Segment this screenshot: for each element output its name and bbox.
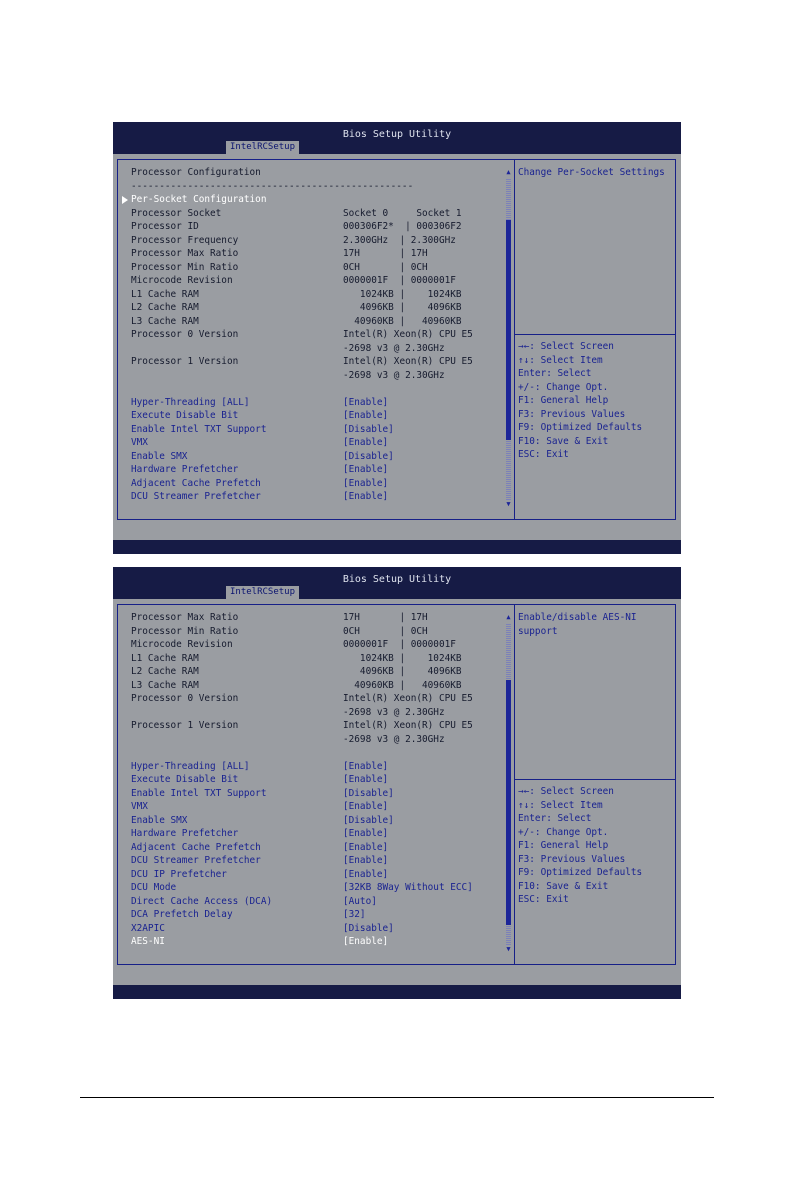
setting-value: 17H | 17H xyxy=(343,248,428,259)
info-row xyxy=(131,220,462,234)
bios-title-bar xyxy=(113,573,681,599)
setting-label: Processor Max Ratio xyxy=(131,612,239,623)
setting-label: Processor Configuration xyxy=(131,167,261,178)
key-legend-line: →←: Select Screen xyxy=(518,786,614,797)
info-row xyxy=(131,234,456,248)
setting-label: Direct Cache Access (DCA) xyxy=(131,895,273,907)
setting-label: L2 Cache RAM xyxy=(131,302,199,313)
bios-frame xyxy=(117,604,676,965)
setting-label: Per-Socket Configuration xyxy=(131,194,267,205)
setting-value: 0CH | 0CH xyxy=(343,625,428,637)
info-row xyxy=(131,261,428,275)
setting-row[interactable] xyxy=(131,814,394,828)
setting-label: X2APIC xyxy=(131,922,165,934)
scroll-down-arrow-icon[interactable]: ▼ xyxy=(506,945,511,953)
info-row xyxy=(131,355,473,369)
key-legend-line: F3: Previous Values xyxy=(518,853,626,865)
key-legend-line: F1: General Help xyxy=(518,840,609,851)
help-line: Enable/disable AES-NI xyxy=(518,612,637,623)
setting-label: DCU Streamer Prefetcher xyxy=(131,855,261,866)
setting-row[interactable] xyxy=(131,787,394,801)
setting-row[interactable] xyxy=(131,881,473,895)
setting-row[interactable] xyxy=(131,463,389,477)
setting-value: [Enable] xyxy=(343,828,389,839)
info-row xyxy=(131,719,473,733)
setting-label: Enable SMX xyxy=(131,814,188,826)
setting-row[interactable] xyxy=(131,854,389,868)
setting-value: [Enable] xyxy=(343,410,389,421)
bios-screen-2 xyxy=(113,567,681,999)
setting-label: Processor 1 Version xyxy=(131,720,239,731)
info-row xyxy=(131,315,462,329)
key-legend-line: ↑↓: Select Item xyxy=(518,354,603,366)
setting-value: 40960KB | 40960KB xyxy=(343,315,462,327)
key-legend-line: F3: Previous Values xyxy=(518,408,626,420)
info-row xyxy=(131,301,462,315)
setting-label: Adjacent Cache Prefetch xyxy=(131,841,261,853)
setting-value: [Enable] xyxy=(343,760,389,772)
setting-label: -------------------------------------------------- xyxy=(131,180,414,192)
setting-label: Microcode Revision xyxy=(131,639,233,650)
info-row xyxy=(131,180,413,194)
setting-value: -2698 v3 @ 2.30GHz xyxy=(343,342,445,354)
info-row xyxy=(131,625,428,639)
bios-title-bar xyxy=(113,128,681,154)
setting-value: [Enable] xyxy=(343,868,389,880)
setting-label: DCU Mode xyxy=(131,882,177,893)
setting-row[interactable] xyxy=(131,773,389,787)
scrollbar-thumb[interactable] xyxy=(506,220,511,440)
setting-label: Processor 1 Version xyxy=(131,356,239,367)
setting-value: [Disable] xyxy=(343,814,394,826)
setting-value: 000306F2* | 000306F2 xyxy=(343,221,462,232)
setting-row[interactable] xyxy=(131,423,394,437)
setting-row[interactable] xyxy=(131,935,389,949)
key-legend-line: F9: Optimized Defaults xyxy=(518,422,643,433)
key-legend-line: ESC: Exit xyxy=(518,894,569,905)
setting-row[interactable] xyxy=(131,409,389,423)
setting-value: [Enable] xyxy=(343,477,389,489)
setting-label: Execute Disable Bit xyxy=(131,410,239,421)
setting-label: Processor 0 Version xyxy=(131,693,239,704)
setting-value: [Disable] xyxy=(343,423,394,435)
setting-row[interactable] xyxy=(131,841,389,855)
setting-label: L3 Cache RAM xyxy=(131,679,199,691)
info-row xyxy=(131,679,462,693)
setting-label: Processor Min Ratio xyxy=(131,261,239,273)
info-row xyxy=(131,166,261,180)
info-row xyxy=(131,288,462,302)
setting-label: Processor 0 Version xyxy=(131,329,239,340)
setting-label: Adjacent Cache Prefetch xyxy=(131,477,261,489)
help-line: support xyxy=(518,625,558,637)
setting-value: -2698 v3 @ 2.30GHz xyxy=(343,706,445,718)
setting-value: [Auto] xyxy=(343,895,377,907)
help-divider xyxy=(515,334,675,335)
setting-value: -2698 v3 @ 2.30GHz xyxy=(343,369,445,381)
setting-row[interactable] xyxy=(131,800,389,814)
setting-label: DCU IP Prefetcher xyxy=(131,868,227,880)
info-row xyxy=(131,665,462,679)
key-legend-line: Enter: Select xyxy=(518,368,592,379)
setting-value: -2698 v3 @ 2.30GHz xyxy=(343,733,445,745)
help-line: Change Per-Socket Settings xyxy=(518,167,665,178)
info-row xyxy=(131,652,462,666)
info-row xyxy=(131,207,462,221)
setting-label: Hyper-Threading [ALL] xyxy=(131,396,250,408)
setting-row[interactable] xyxy=(131,760,389,774)
setting-value: Socket 0 Socket 1 xyxy=(343,207,462,219)
setting-row[interactable] xyxy=(131,450,394,464)
setting-label: Hardware Prefetcher xyxy=(131,828,239,839)
setting-label: Processor ID xyxy=(131,221,199,232)
bios-screen-1 xyxy=(113,122,681,554)
setting-value: Intel(R) Xeon(R) CPU E5 xyxy=(343,693,473,704)
setting-value: [Enable] xyxy=(343,464,389,475)
setting-value: 2.300GHz | 2.300GHz xyxy=(343,234,456,246)
bios-frame xyxy=(117,159,676,520)
setting-value: [32KB 8Way Without ECC] xyxy=(343,882,473,893)
setting-label: AES-NI xyxy=(131,936,165,947)
setting-value: [Enable] xyxy=(343,936,389,947)
setting-label: Enable Intel TXT Support xyxy=(131,423,267,435)
tab-intelrcsetup[interactable]: IntelRCSetup xyxy=(226,141,299,154)
setting-value: [Disable] xyxy=(343,450,394,462)
setting-value: Intel(R) Xeon(R) CPU E5 xyxy=(343,356,473,367)
bios-bottom-bar xyxy=(113,985,681,999)
key-legend-line: F10: Save & Exit xyxy=(518,435,609,447)
setting-row[interactable] xyxy=(131,436,389,450)
setting-value: 17H | 17H xyxy=(343,612,428,623)
setting-row[interactable] xyxy=(131,827,389,841)
key-legend-line: Enter: Select xyxy=(518,813,592,824)
setting-label: L3 Cache RAM xyxy=(131,315,199,327)
setting-label: Microcode Revision xyxy=(131,275,233,286)
setting-label: Hardware Prefetcher xyxy=(131,464,239,475)
setting-label: DCU Streamer Prefetcher xyxy=(131,491,261,502)
setting-value: [32] xyxy=(343,909,366,920)
setting-value: 0000001F | 0000001F xyxy=(343,275,456,286)
setting-row[interactable] xyxy=(131,193,266,207)
info-row xyxy=(131,692,473,706)
setting-value: 40960KB | 40960KB xyxy=(343,679,462,691)
setting-label: Enable SMX xyxy=(131,450,188,462)
setting-label: VMX xyxy=(131,437,148,448)
setting-value: [Disable] xyxy=(343,922,394,934)
setting-value: [Enable] xyxy=(343,491,389,502)
key-legend-line: F10: Save & Exit xyxy=(518,880,609,892)
scroll-up-arrow-icon[interactable]: ▲ xyxy=(506,168,511,176)
setting-row[interactable] xyxy=(131,868,389,882)
info-row xyxy=(131,611,428,625)
info-row xyxy=(131,247,428,261)
setting-row[interactable] xyxy=(131,490,389,504)
setting-value: [Disable] xyxy=(343,787,394,799)
help-divider xyxy=(515,779,675,780)
setting-label: Processor Frequency xyxy=(131,234,239,246)
setting-value: [Enable] xyxy=(343,774,389,785)
setting-label: L2 Cache RAM xyxy=(131,666,199,677)
setting-label: VMX xyxy=(131,801,148,812)
key-legend-line: F1: General Help xyxy=(518,395,609,406)
setting-row[interactable] xyxy=(131,477,389,491)
setting-row[interactable] xyxy=(131,396,389,410)
panel-divider xyxy=(514,605,515,964)
setting-label: Processor Max Ratio xyxy=(131,248,239,259)
setting-value: Intel(R) Xeon(R) CPU E5 xyxy=(343,329,473,340)
setting-label: Processor Socket xyxy=(131,207,222,219)
bios-bottom-bar xyxy=(113,540,681,554)
setting-label: L1 Cache RAM xyxy=(131,288,199,300)
setting-value: 1024KB | 1024KB xyxy=(343,652,462,664)
setting-label: Execute Disable Bit xyxy=(131,774,239,785)
setting-value: 1024KB | 1024KB xyxy=(343,288,462,300)
setting-row[interactable] xyxy=(131,895,377,909)
setting-value: 0000001F | 0000001F xyxy=(343,639,456,650)
setting-label: Hyper-Threading [ALL] xyxy=(131,760,250,772)
setting-label: DCA Prefetch Delay xyxy=(131,909,233,920)
page-footer-rule xyxy=(80,1097,714,1098)
setting-value: [Enable] xyxy=(343,841,389,853)
setting-row[interactable] xyxy=(131,922,394,936)
key-legend-line: ↑↓: Select Item xyxy=(518,799,603,811)
setting-value: [Enable] xyxy=(343,437,389,448)
setting-label: Processor Min Ratio xyxy=(131,625,239,637)
key-legend-line: ESC: Exit xyxy=(518,449,569,460)
key-legend-line: F9: Optimized Defaults xyxy=(518,867,643,878)
selection-pointer-icon xyxy=(122,196,128,204)
setting-row[interactable] xyxy=(131,908,366,922)
key-legend-line: →←: Select Screen xyxy=(518,341,614,352)
panel-divider xyxy=(514,160,515,519)
info-row xyxy=(131,328,473,342)
key-legend-line: +/-: Change Opt. xyxy=(518,381,609,393)
setting-label: Enable Intel TXT Support xyxy=(131,787,267,799)
setting-value: [Enable] xyxy=(343,855,389,866)
setting-value: [Enable] xyxy=(343,396,389,408)
setting-value: 4096KB | 4096KB xyxy=(343,302,462,313)
key-legend-line: +/-: Change Opt. xyxy=(518,826,609,838)
tab-intelrcsetup[interactable]: IntelRCSetup xyxy=(226,586,299,599)
setting-label: L1 Cache RAM xyxy=(131,652,199,664)
scroll-up-arrow-icon[interactable]: ▲ xyxy=(506,613,511,621)
bios-title: Bios Setup Utility xyxy=(342,574,452,585)
setting-value: [Enable] xyxy=(343,801,389,812)
setting-value: 0CH | 0CH xyxy=(343,261,428,273)
setting-value: Intel(R) Xeon(R) CPU E5 xyxy=(343,720,473,731)
bios-title: Bios Setup Utility xyxy=(342,129,452,140)
info-row xyxy=(131,274,456,288)
scroll-down-arrow-icon[interactable]: ▼ xyxy=(506,500,511,508)
info-row xyxy=(131,638,456,652)
scrollbar-thumb[interactable] xyxy=(506,680,511,925)
setting-value: 4096KB | 4096KB xyxy=(343,666,462,677)
